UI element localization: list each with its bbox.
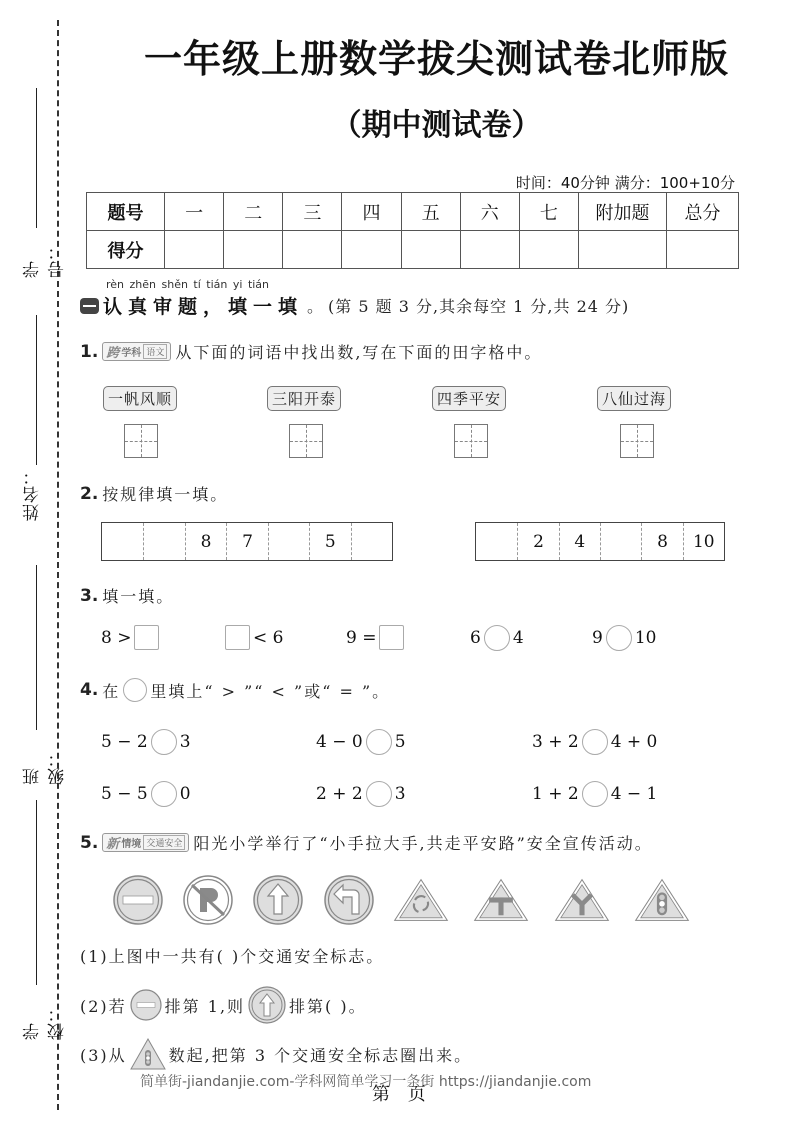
expr-right: 4 [512,628,524,648]
school-field[interactable] [18,800,68,1040]
sequence-cell[interactable] [476,523,517,560]
sequence-cell: 4 [559,523,600,560]
question-number: 4. [80,680,99,700]
name-label: 姓名： [23,467,43,521]
expr-right: 3 [179,732,191,752]
question-text-pre: 在 [102,681,121,701]
class-underline [36,565,37,730]
answer-circle[interactable] [606,625,632,651]
question-number: 3. [80,585,99,606]
score-header-cell: 五 [401,193,460,231]
section-number-one-icon [80,298,99,314]
expr-right: 4 − 1 [610,784,658,804]
expr-left: 5 − 2 [101,732,148,752]
no-entry-sign-icon [130,989,162,1021]
question-text: 填一填。 [102,587,175,606]
compare-item [592,625,656,651]
expr-right: 10 [634,628,657,648]
fill-item [222,625,283,650]
score-cell[interactable] [519,231,578,269]
sequence-a [101,522,393,561]
score-row-label: 得分 [87,231,165,269]
idiom-card: 三阳开泰 [267,386,341,411]
answer-circle[interactable] [366,781,392,807]
sub-question-3 [80,1038,472,1070]
answer-circle[interactable] [151,781,177,807]
new-scenario-tag [102,833,189,852]
score-header-cell: 二 [224,193,283,231]
watermark-text: 简单街-jiandanjie.com-学科网简单学习一条街 https://jiandanjie.com [140,1074,592,1090]
sequence-cell[interactable] [102,523,143,560]
roundabout-sign-icon[interactable] [393,874,449,926]
section-pinyin: rèn zhēn shěn tí tián yi tián [106,278,270,291]
tag-main: 新 [106,837,120,852]
expr-left: 4 − 0 [316,732,363,752]
question-text: 按规律填一填。 [102,485,229,504]
compare-item [532,781,657,807]
compare-item [470,625,524,651]
expr-left: 3 + 2 [532,732,579,752]
score-header-cell: 总分 [667,193,739,231]
question-number: 2. [80,483,99,504]
tag-subject: 语文 [143,344,167,359]
question-number: 5. [80,832,99,853]
exam-meta: 时间：40分钟 满分：100+10分 [515,174,735,192]
sequence-cell[interactable] [268,523,309,560]
traffic-light-sign-icon[interactable] [634,874,690,926]
school-label: 学校： [23,1004,68,1040]
tian-grid-box[interactable] [620,424,654,458]
expr-right: < 6 [253,627,284,648]
compare-item [316,781,406,807]
t-junction-sign-icon[interactable] [473,874,529,926]
score-cell[interactable] [401,231,460,269]
binding-dashed-line [57,20,59,1110]
answer-box[interactable] [134,625,159,650]
section-score-note: (第 5 题 3 分,其余每空 1 分,共 24 分) [328,297,630,316]
tag-sub: 学科 [121,348,142,359]
sequence-cell[interactable] [351,523,392,560]
score-cell[interactable] [342,231,401,269]
traffic-light-sign-icon [130,1038,166,1070]
expr-right: 3 [394,784,406,804]
class-label: 班级： [23,749,68,785]
sequence-cell[interactable] [600,523,641,560]
score-header-cell: 三 [283,193,342,231]
page-subtitle: （期中测试卷） [331,108,542,143]
score-table-header-row [87,193,739,231]
straight-only-sign-icon [248,986,286,1024]
name-underline [36,315,37,465]
sequence-cell: 10 [683,523,724,560]
student-id-label: 学号： [23,242,68,278]
score-header-cell: 题号 [87,193,165,231]
no-parking-sign-icon[interactable] [180,874,236,926]
answer-box[interactable] [379,625,404,650]
school-underline [36,800,37,985]
left-turn-sign-icon[interactable] [321,874,377,926]
tag-subject: 交通安全 [143,835,185,850]
question-3 [80,584,174,607]
answer-circle[interactable] [484,625,510,651]
question-2 [80,482,228,505]
score-cell[interactable] [283,231,342,269]
question-5 [80,831,653,854]
student-id-underline [36,88,37,228]
score-header-cell: 四 [342,193,401,231]
y-junction-sign-icon[interactable] [554,874,610,926]
expr-right: 4 + 0 [610,732,658,752]
sequence-cell: 7 [226,523,267,560]
score-cell[interactable] [579,231,667,269]
answer-box[interactable] [225,625,250,650]
score-table-score-row [87,231,739,269]
idiom-card: 八仙过海 [597,386,671,411]
page-title: 一年级上册数学拔尖测试卷北师版 [143,37,729,81]
score-header-cell: 六 [460,193,519,231]
expr-left: 1 + 2 [532,784,579,804]
sub2-text-b: 排第 1,则 [164,996,246,1016]
sub-question-1: (1)上图中一共有( )个交通安全标志。 [80,947,385,966]
question-text-post: 里填上“ > ”“ < ”或“ = ”。 [150,681,391,701]
score-header-cell: 一 [165,193,224,231]
compare-item [101,729,191,755]
sequence-cell: 8 [641,523,682,560]
fill-item [101,625,162,650]
compare-item [101,781,191,807]
sub3-text-b: 数起,把第 3 个交通安全标志圈出来。 [168,1045,473,1065]
idiom-card: 一帆风顺 [103,386,177,411]
cross-subject-tag [102,342,171,361]
question-number: 1. [80,341,99,362]
section-period: 。 [307,297,325,316]
tian-grid-box[interactable] [454,424,488,458]
question-4 [80,678,390,702]
sequence-cell: 8 [185,523,226,560]
expr-right: 5 [394,732,406,752]
answer-circle[interactable] [582,729,608,755]
score-cell[interactable] [460,231,519,269]
expr-left: 5 − 5 [101,784,148,804]
tian-grid-box[interactable] [124,424,158,458]
student-id-field[interactable] [18,88,68,278]
expr-left: 9 = [346,627,377,648]
expr-right: 0 [179,784,191,804]
answer-circle[interactable] [366,729,392,755]
expr-left: 6 [470,628,481,648]
score-cell[interactable] [667,231,739,269]
sub2-text-a: (2)若 [80,996,127,1016]
score-table [86,192,739,269]
answer-circle[interactable] [582,781,608,807]
sequence-cell: 5 [309,523,350,560]
score-cell[interactable] [224,231,283,269]
expr-left: 8 > [101,627,132,648]
name-field[interactable] [18,315,48,525]
page-number: 第 页 [372,1084,432,1105]
tag-sub: 情境 [121,839,142,850]
fill-item [346,625,407,650]
expr-left: 9 [592,628,603,648]
sub2-text-c: 排第( )。 [289,996,367,1016]
score-header-cell: 附加题 [579,193,667,231]
question-text: 从下面的词语中找出数,写在下面的田字格中。 [175,343,543,362]
section-title-line [80,292,629,319]
tag-main: 跨 [106,346,120,361]
sequence-cell: 2 [517,523,558,560]
tian-grid-box[interactable] [289,424,323,458]
straight-only-sign-icon[interactable] [250,874,306,926]
answer-circle[interactable] [151,729,177,755]
sequence-cell[interactable] [143,523,184,560]
no-entry-sign-icon[interactable] [110,874,166,926]
class-field[interactable] [18,565,68,785]
score-header-cell: 七 [519,193,578,231]
compare-item [316,729,406,755]
score-cell[interactable] [165,231,224,269]
sub3-text-a: (3)从 [80,1045,127,1065]
idiom-card: 四季平安 [432,386,506,411]
section-title: 认真审题，填一填 [103,296,304,318]
sub-question-2 [80,986,367,1024]
expr-left: 2 + 2 [316,784,363,804]
compare-item [532,729,657,755]
question-1 [80,340,542,363]
sequence-b [475,522,725,561]
circle-symbol-icon [123,678,147,702]
question-text: 阳光小学举行了“小手拉大手,共走平安路”安全宣传活动。 [193,834,653,853]
